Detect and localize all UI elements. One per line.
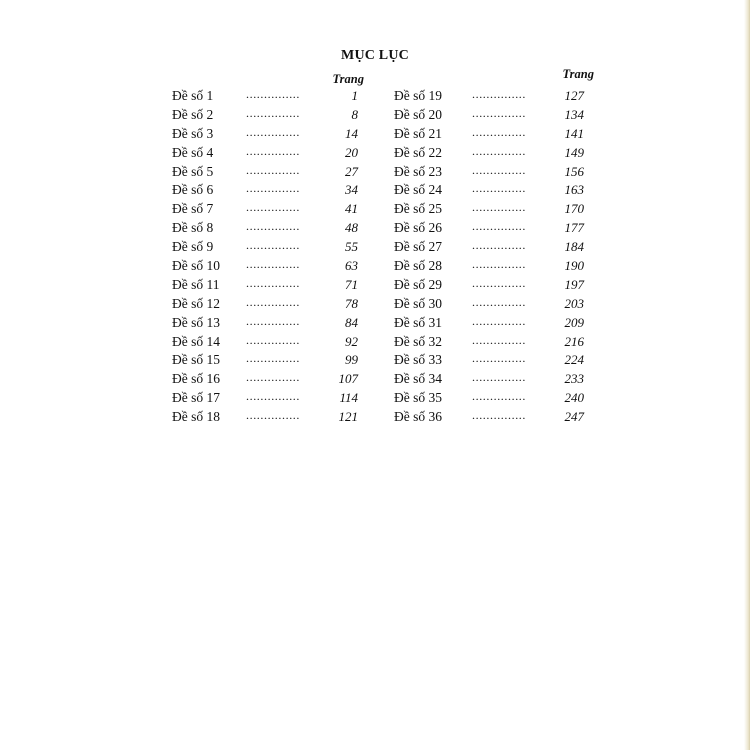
- toc-entry-page-number: 209: [564, 314, 584, 330]
- toc-entry-leader-dots: ...............: [246, 143, 300, 158]
- toc-entry-page-number: 71: [345, 276, 358, 292]
- toc-entry-page-number: 41: [345, 201, 358, 217]
- toc-entry-label: Đề số 18: [172, 409, 220, 425]
- toc-entry-page-number: 121: [338, 409, 358, 425]
- toc-entry-label: Đề số 23: [394, 163, 442, 179]
- toc-entry-label: Đề số 12: [172, 295, 220, 311]
- toc-entry-leader-dots: ...............: [246, 87, 300, 101]
- page-edge-shadow: [744, 0, 750, 750]
- toc-entry-leader-dots: ...............: [246, 238, 300, 253]
- toc-entry-leader-dots: ...............: [246, 294, 300, 309]
- toc-entry-label: Đề số 5: [172, 163, 214, 179]
- toc-entry-label: Đề số 15: [172, 352, 220, 368]
- toc-entry-leader-dots: ...............: [472, 124, 526, 139]
- toc-entry-page-number: 149: [564, 144, 584, 160]
- toc-entry-label: Đề số 30: [394, 295, 442, 311]
- toc-entry-leader-dots: ...............: [472, 332, 526, 347]
- toc-entry-leader-dots: ...............: [246, 181, 300, 196]
- toc-entry-leader-dots: ...............: [472, 389, 526, 404]
- toc-entry-page-number: 55: [345, 239, 358, 255]
- page-title: MỤC LỤC: [341, 48, 409, 63]
- toc-entry-page-number: 84: [345, 314, 358, 330]
- toc-entry-leader-dots: ...............: [246, 162, 300, 177]
- toc-entry-leader-dots: ...............: [472, 257, 526, 272]
- toc-entry-label: Đề số 9: [172, 239, 214, 255]
- toc-entry-leader-dots: ...............: [472, 313, 526, 328]
- toc-entry-label: Đề số 33: [394, 352, 442, 368]
- right-column-header: Trang: [562, 67, 594, 81]
- toc-entry-leader-dots: ...............: [246, 219, 300, 234]
- toc-entry-page-number: 1: [351, 88, 358, 103]
- left-column-header: Trang: [332, 72, 364, 86]
- toc-entry-page-number: 27: [345, 163, 358, 179]
- toc-entry-label: Đề số 26: [394, 220, 442, 236]
- toc-entry-label: Đề số 3: [172, 125, 214, 141]
- toc-entry-page-number: 107: [338, 371, 358, 387]
- toc-entry-page-number: 127: [564, 88, 584, 103]
- toc-entry-leader-dots: ...............: [472, 181, 526, 196]
- toc-entry-leader-dots: ...............: [472, 238, 526, 253]
- toc-entry-leader-dots: ...............: [246, 351, 300, 366]
- toc-entry-label: Đề số 13: [172, 314, 220, 330]
- toc-entry-page-number: 163: [564, 182, 584, 198]
- toc-entry-label: Đề số 4: [172, 144, 214, 160]
- toc-entry-page-number: 177: [564, 220, 584, 236]
- toc-entry: [172, 408, 358, 427]
- toc-entry-page-number: 92: [345, 333, 358, 349]
- toc-entry-leader-dots: ...............: [246, 370, 300, 385]
- toc-entry-leader-dots: ...............: [246, 389, 300, 404]
- toc-entry-page-number: 184: [564, 239, 584, 255]
- toc-entry-leader-dots: ...............: [472, 105, 526, 120]
- toc-entry-page-number: 190: [564, 258, 584, 274]
- toc-entry-leader-dots: ...............: [472, 162, 526, 177]
- toc-entry-label: Đề số 25: [394, 201, 442, 217]
- toc-entry-page-number: 156: [564, 163, 584, 179]
- toc-entry-page-number: 99: [345, 352, 358, 368]
- toc-entry-leader-dots: ...............: [472, 370, 526, 385]
- toc-entry-label: Đề số 7: [172, 201, 214, 217]
- toc-entry-page-number: 170: [564, 201, 584, 217]
- toc-entry-page-number: 233: [564, 371, 584, 387]
- toc-entry-leader-dots: ...............: [472, 408, 526, 423]
- toc-entry-page-number: 78: [345, 295, 358, 311]
- toc-entry-leader-dots: ...............: [472, 275, 526, 290]
- toc-entry-leader-dots: ...............: [472, 143, 526, 158]
- toc-entry-page-number: 114: [339, 390, 358, 406]
- toc-entry-page-number: 240: [564, 390, 584, 406]
- toc-entry-label: Đề số 32: [394, 333, 442, 349]
- toc-entry-page-number: 134: [564, 106, 584, 122]
- toc-entry-page-number: 197: [564, 276, 584, 292]
- toc-entry-label: Đề số 11: [172, 276, 220, 292]
- toc-entry-label: Đề số 20: [394, 106, 442, 122]
- toc-entry-leader-dots: ...............: [246, 313, 300, 328]
- toc-entry-label: Đề số 2: [172, 106, 214, 122]
- toc-entry-page-number: 63: [345, 258, 358, 274]
- toc-entry-label: Đề số 35: [394, 390, 442, 406]
- toc-entry-label: Đề số 6: [172, 182, 214, 198]
- toc-entry-leader-dots: ...............: [246, 124, 300, 139]
- toc-entry-label: Đề số 28: [394, 258, 442, 274]
- toc-entry-leader-dots: ...............: [472, 219, 526, 234]
- toc-entry-page-number: 20: [345, 144, 358, 160]
- toc-entry-page-number: 224: [564, 352, 584, 368]
- toc-entry-page-number: 34: [345, 182, 358, 198]
- toc-entry-leader-dots: ...............: [246, 275, 300, 290]
- toc-entry-page-number: 216: [564, 333, 584, 349]
- toc-entry-label: Đề số 8: [172, 220, 214, 236]
- toc-entry-page-number: 14: [345, 125, 358, 141]
- toc-entry-leader-dots: ...............: [246, 332, 300, 347]
- toc-entry-label: Đề số 21: [394, 125, 442, 141]
- toc-entry-label: Đề số 16: [172, 371, 220, 387]
- toc-entry-label: Đề số 1: [172, 88, 214, 103]
- toc-entry-page-number: 8: [351, 106, 358, 122]
- toc-entry-label: Đề số 31: [394, 314, 442, 330]
- toc-entry: [394, 408, 584, 427]
- toc-entry-leader-dots: ...............: [472, 200, 526, 215]
- toc-entry-leader-dots: ...............: [472, 294, 526, 309]
- toc-right-column: [394, 87, 584, 427]
- toc-entry-label: Đề số 36: [394, 409, 442, 425]
- toc-entry-page-number: 141: [564, 125, 584, 141]
- toc-entry-label: Đề số 29: [394, 276, 442, 292]
- toc-entry-leader-dots: ...............: [472, 87, 526, 101]
- toc-entry-label: Đề số 17: [172, 390, 220, 406]
- toc-entry-leader-dots: ...............: [246, 408, 300, 423]
- toc-left-column: [172, 87, 358, 427]
- toc-entry-label: Đề số 27: [394, 239, 442, 255]
- toc-entry-page-number: 203: [564, 295, 584, 311]
- toc-entry-label: Đề số 24: [394, 182, 442, 198]
- toc-entry-leader-dots: ...............: [246, 200, 300, 215]
- toc-entry-label: Đề số 34: [394, 371, 442, 387]
- toc-entry-label: Đề số 14: [172, 333, 220, 349]
- toc-entry-page-number: 247: [564, 409, 584, 425]
- toc-entry-label: Đề số 22: [394, 144, 442, 160]
- toc-entry-page-number: 48: [345, 220, 358, 236]
- toc-entry-leader-dots: ...............: [246, 257, 300, 272]
- toc-entry-leader-dots: ...............: [472, 351, 526, 366]
- toc-entry-label: Đề số 19: [394, 88, 442, 103]
- toc-entry-leader-dots: ...............: [246, 105, 300, 120]
- toc-entry-label: Đề số 10: [172, 258, 220, 274]
